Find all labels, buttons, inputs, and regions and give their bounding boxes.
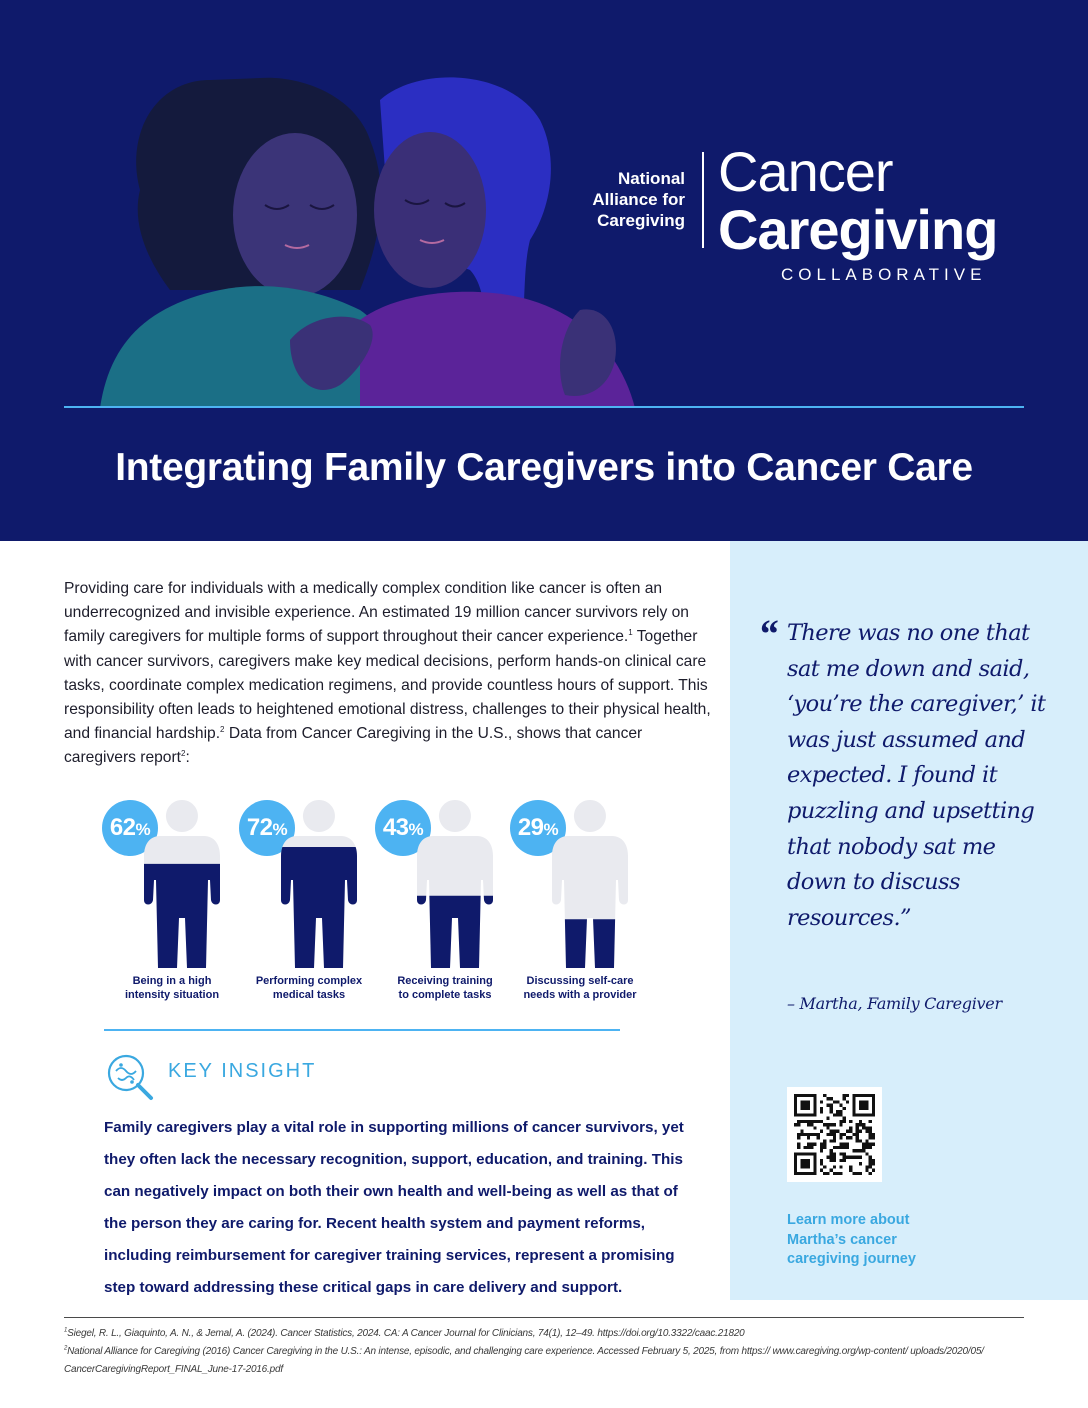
quote-attribution: – Martha, Family Caregiver (787, 994, 1002, 1013)
stat-label: Performing complex medical tasks (255, 975, 363, 1001)
footnote-2: $^2$National Alliance for Caregiving (2016) Cancer Caregiving in the U.S.: An intense, episodic, and challenging care experience. Accessed February 5, 2025, from https:// www.caregiving.org/wp-content/ uploads/2020/05/ CancerCaregivingReport_FINAL_June-17-2016.pdf (64, 1345, 984, 1375)
hero-banner (0, 0, 1088, 541)
logo-word-collaborative: COLLABORATIVE (781, 265, 987, 284)
key-insight-heading: KEY INSIGHT (168, 1060, 317, 1082)
collaborative-logo-text (718, 140, 998, 261)
intro-text: Data from Cancer Caregiving in the U.S., shows that cancer caregivers report (64, 725, 643, 767)
key-insight-body: Family caregivers play a vital role in supporting millions of cancer survivors, yet they often lack the necessary recognition, support, education, and training. This can negatively impact on both their own health and well-being as well as that of the person they are caring for. Recent health system and payment reforms, including reimbursement for caregiver training services, represent a promising step toward addressing these critical gaps in care delivery and support. (104, 1119, 684, 1296)
org-name-line: Caregiving (597, 211, 685, 230)
footnotes (64, 1325, 1024, 1379)
qr-code-icon (794, 1094, 875, 1175)
page-title: Integrating Family Caregivers into Cancer Care (115, 446, 973, 489)
stat-item (508, 794, 638, 1004)
section-divider (104, 1029, 620, 1031)
intro-paragraph (64, 577, 714, 771)
qr-code[interactable] (787, 1087, 882, 1182)
learn-more-link[interactable]: Learn more about Martha’s cancer caregiving journey (787, 1212, 916, 1267)
footnote-ref: 2 (181, 749, 186, 759)
footnote-ref: 2 (220, 725, 225, 735)
magnifier-insight-icon (104, 1051, 156, 1103)
intro-text: Together with cancer survivors, caregivers make key medical decisions, perform hands-on clinical care tasks, coordinate complex medication regimens, and provide countless hours of support. This responsibility often leads to heightened emotional distress, challenges to their physical health, and financial hardship. (64, 628, 711, 743)
intro-text: Providing care for individuals with a medically complex condition like cancer is often an underrecognized and invisible experience. An estimated 19 million cancer survivors rely on family caregivers for multiple forms of support throughout their cancer experience. (64, 580, 689, 646)
stat-label: Discussing self-care needs with a provider (523, 975, 637, 1001)
stat-item (373, 794, 503, 1004)
footnote-ref: 1 (628, 628, 633, 638)
stat-value: 29% (517, 814, 559, 841)
caregiver-quote: There was no one that sat me down and said, ‘you’re the caregiver,’ it was just assumed and expected. I found it puzzling and upsetting that nobody sat me down to discuss resources.” (787, 620, 1046, 931)
quote-mark: “ (758, 611, 778, 656)
logo-word-cancer: Cancer (718, 140, 893, 203)
hero-divider (64, 406, 1024, 408)
intro-text: : (185, 749, 190, 767)
logo-divider (702, 152, 704, 248)
nac-logo-text (560, 168, 685, 231)
stat-value: 62% (109, 814, 151, 841)
stat-item (237, 794, 367, 1004)
stat-item (100, 794, 230, 1004)
org-name-line: Alliance for (592, 190, 685, 209)
logo-word-caregiving: Caregiving (718, 198, 998, 261)
stat-value: 72% (246, 814, 288, 841)
stat-figures (100, 794, 660, 1004)
footnote-divider (64, 1317, 1024, 1318)
footnote-1: $^1$Siegel, R. L., Giaquinto, A. N., & Jemal, A. (2024). Cancer Statistics, 2024. CA: A Cancer Journal for Clinicians, 74(1), 12–49. https://doi.org/10.3322/caac.21820 (64, 1327, 745, 1339)
org-name-line: National (617, 169, 685, 188)
stat-value: 43% (382, 814, 424, 841)
stat-label: Being in a high intensity situation (124, 975, 220, 1001)
stat-label: Receiving training to complete tasks (397, 975, 493, 1001)
